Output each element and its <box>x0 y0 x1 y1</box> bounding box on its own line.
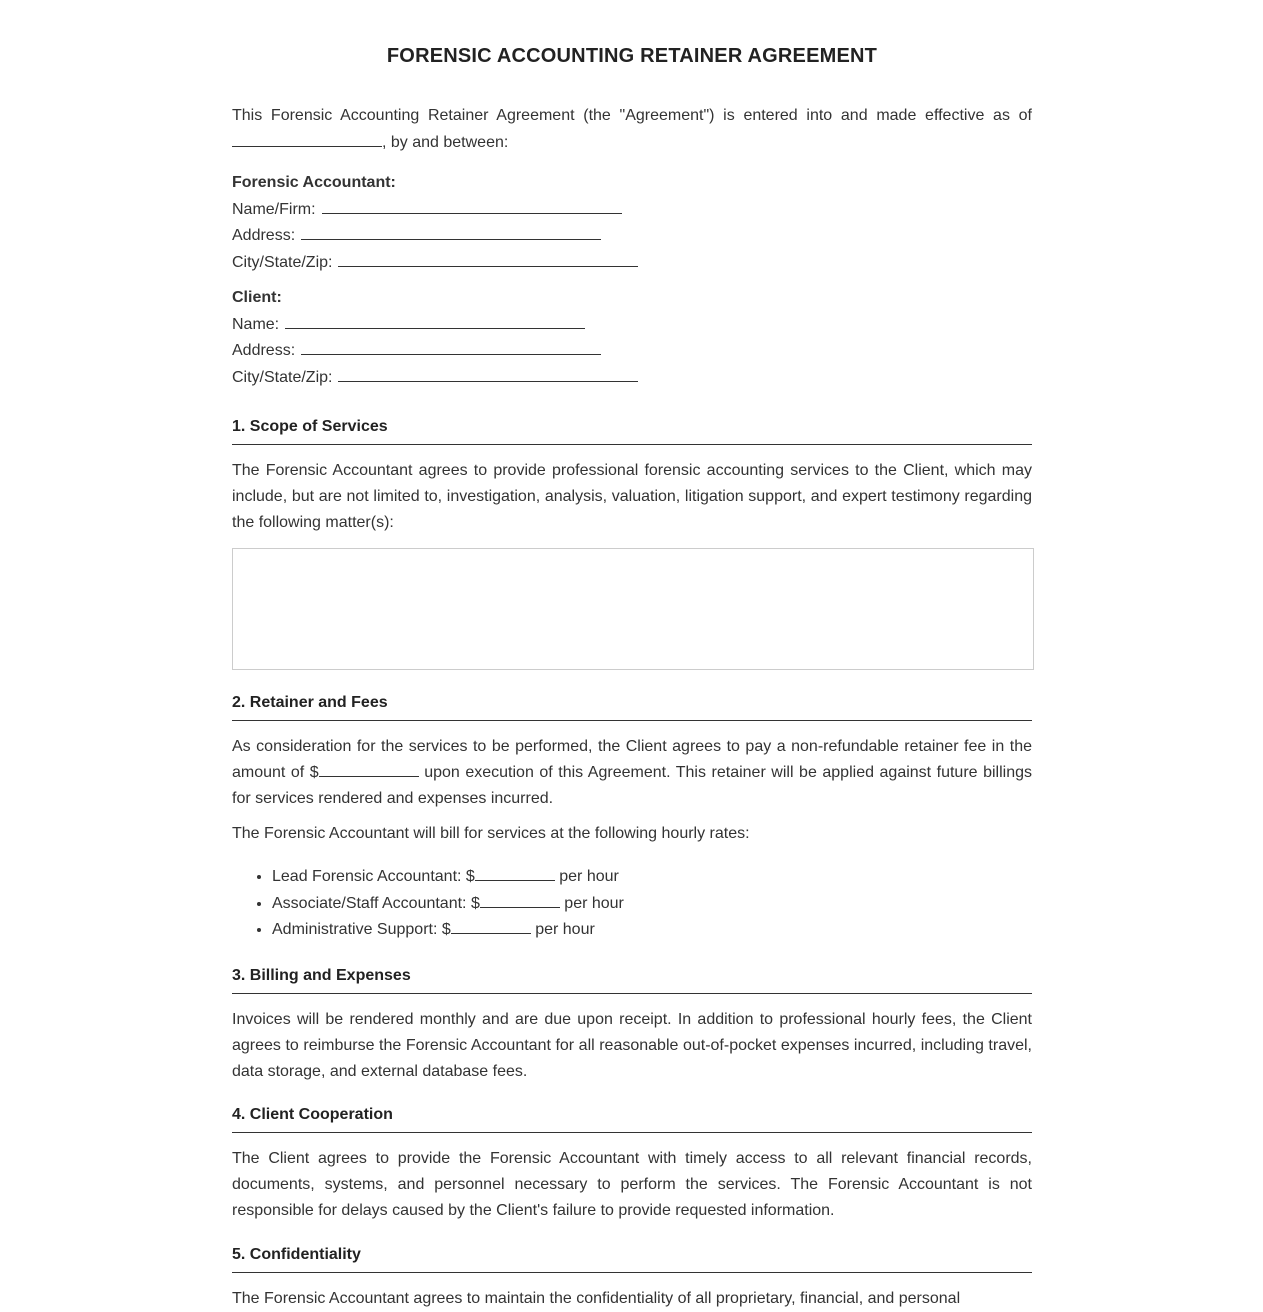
cooperation-heading: 4. Client Cooperation <box>232 1105 1032 1133</box>
confidentiality-heading: 5. Confidentiality <box>232 1245 1032 1273</box>
lead-rate-field[interactable] <box>475 866 555 881</box>
fa-city-row <box>232 250 1032 277</box>
list-item <box>272 917 1032 944</box>
client-name-label: Name: <box>232 315 280 333</box>
associate-rate-field[interactable] <box>480 893 560 908</box>
retainer-amount-field[interactable] <box>319 762 419 777</box>
rate-suffix: per hour <box>559 894 624 912</box>
rate-suffix: per hour <box>554 868 619 885</box>
fa-address-label: Address: <box>232 227 296 244</box>
client-name-row <box>232 312 1032 339</box>
effective-date-field[interactable] <box>232 132 382 147</box>
hourly-rates-list <box>232 864 1032 944</box>
client-address-label: Address: <box>232 342 296 359</box>
rate-label: Lead Forensic Accountant: $ <box>272 868 475 885</box>
confidentiality-body: The Forensic Accountant agrees to maintain the confidentiality of all proprietary, financial, and personal <box>232 1289 961 1307</box>
scope-heading: 1. Scope of Services <box>232 417 1032 445</box>
retainer-text-after: upon execution of this Agreement. This retainer will be applied against future billings for services rendered and expenses incurred. <box>232 764 1033 807</box>
section-scope <box>232 417 1032 670</box>
intro-text-after: , by and between: <box>382 134 509 151</box>
client-block <box>232 285 1032 391</box>
rates-intro: The Forensic Accountant will bill for services at the following hourly rates: <box>232 825 750 842</box>
document-title: FORENSIC ACCOUNTING RETAINER AGREEMENT <box>386 45 878 67</box>
section-billing <box>232 966 1032 1085</box>
list-item <box>272 864 1032 891</box>
section-retainer <box>232 693 1032 944</box>
retainer-heading: 2. Retainer and Fees <box>232 693 1032 721</box>
rate-label: Associate/Staff Accountant: $ <box>272 894 480 912</box>
fa-name-label: Name/Firm: <box>232 200 316 218</box>
client-address-field[interactable] <box>301 340 601 355</box>
list-item <box>272 891 1032 918</box>
intro-text: This Forensic Accounting Retainer Agreement (the "Agreement") is entered into and made effective as of <box>232 107 1032 124</box>
cooperation-body: The Client agrees to provide the Forensic Accountant with timely access to all relevant financial records, documents, systems, and personnel necessary to perform the services. The Forensic Accountant is not responsible for delays caused by the Client's failure to provide requested information. <box>232 1149 1032 1219</box>
rate-label: Administrative Support: $ <box>272 921 451 938</box>
forensic-accountant-heading: Forensic Accountant: <box>232 174 396 191</box>
fa-name-field[interactable] <box>322 199 622 214</box>
retainer-text-before: As consideration for the services to be performed, the Client agrees to pay a non-refundable retainer fee in the amount of $ <box>232 738 1032 781</box>
fa-name-row <box>232 197 1032 224</box>
forensic-accountant-block <box>232 170 1032 276</box>
fa-address-field[interactable] <box>301 225 601 240</box>
section-confidentiality <box>232 1245 1032 1312</box>
client-heading: Client: <box>232 289 282 306</box>
fa-city-label: City/State/Zip: <box>232 253 333 271</box>
agreement-page <box>232 0 1032 1312</box>
admin-rate-field[interactable] <box>451 919 531 934</box>
fa-address-row <box>232 223 1032 250</box>
client-city-field[interactable] <box>338 367 638 382</box>
billing-heading: 3. Billing and Expenses <box>232 966 1032 994</box>
client-address-row <box>232 338 1032 365</box>
client-city-label: City/State/Zip: <box>232 368 333 386</box>
fa-city-field[interactable] <box>338 252 638 267</box>
section-cooperation <box>232 1105 1032 1224</box>
matter-description-box[interactable] <box>232 548 1034 670</box>
billing-body: Invoices will be rendered monthly and are due upon receipt. In addition to professional hourly fees, the Client agrees to reimburse the Forensic Accountant for all reasonable out-of-pocket expenses incurred, including travel, data storage, and external database fees. <box>232 1010 1032 1080</box>
rate-suffix: per hour <box>530 921 595 938</box>
scope-body: The Forensic Accountant agrees to provide professional forensic accounting services to the Client, which may include, but are not limited to, investigation, analysis, valuation, litigation support, and expert testimony regarding the following matter(s): <box>232 462 1032 531</box>
retainer-body <box>232 734 1032 812</box>
client-name-field[interactable] <box>285 314 585 329</box>
intro-paragraph <box>232 102 1032 156</box>
client-city-row <box>232 365 1032 392</box>
